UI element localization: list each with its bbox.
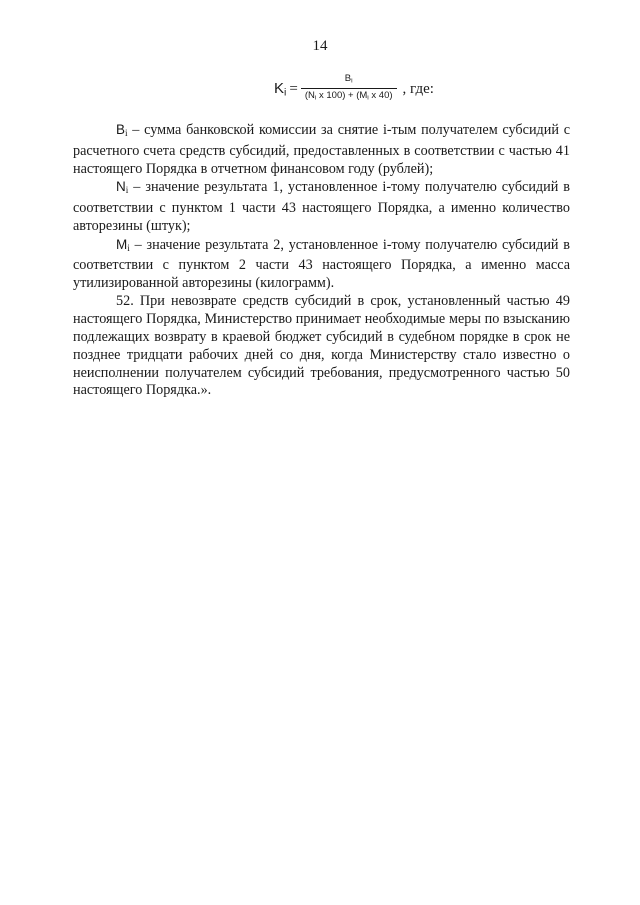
- definition-m: [73, 236, 570, 293]
- definition-b: [73, 121, 570, 178]
- formula-denominator: [301, 88, 397, 105]
- formula-numerator-symbol: B: [344, 73, 352, 85]
- definition-n-index: i: [125, 185, 129, 196]
- formula-lhs-index: i: [284, 86, 287, 99]
- formula-den-close: x 40): [368, 90, 393, 101]
- definition-m-symbol: M: [116, 236, 128, 252]
- definition-b-text: – сумма банковской комиссии за снятие i-тым получателем субсидий с расчетного счета средств субсидий, предоставленных в соответствии с частью 41 настоящего Порядка в отчетном финансовом году (рублей);: [73, 122, 570, 177]
- formula-den-mid: x 100) + (M: [316, 90, 368, 101]
- formula-den-open: (N: [304, 90, 315, 101]
- formula-fraction: [301, 73, 397, 104]
- paragraph-52: 52. При невозврате средств субсидий в срок, установленный частью 49 настоящего Порядка, Министерство принимает необходимые меры по взысканию подлежащих возврату в краевой бюджет субсидий в судебном порядке в срок не позднее тридцати рабочих дней со дня, когда Министерству стало известно о неисполнении получателем субсидий требования, предусмотренного частью 50 настоящего Порядка.».: [73, 293, 570, 399]
- definition-n-symbol: N: [116, 179, 126, 195]
- definition-b-index: i: [125, 127, 128, 138]
- formula-equals: =: [289, 80, 298, 97]
- document-body: [73, 121, 570, 400]
- definition-m-index: i: [127, 242, 130, 253]
- formula-numerator-index: i: [351, 78, 353, 85]
- formula-tail: , где:: [402, 80, 434, 97]
- formula-den-m-index: i: [367, 94, 369, 102]
- formula-lhs-symbol: K: [274, 79, 285, 97]
- formula: [274, 72, 434, 106]
- formula-lhs: [274, 80, 286, 99]
- definition-n: [73, 178, 570, 235]
- definition-n-text: – значение результата 1, установленное i-тому получателю субсидий в соответствии с пунктом 1 части 43 настоящего Порядка, а именно количество авторезины (штук);: [73, 179, 570, 234]
- formula-numerator: [341, 73, 357, 88]
- definition-b-symbol: B: [116, 122, 125, 137]
- definition-m-text: – значение результата 2, установленное i-тому получателю субсидий в соответствии с пунктом 2 части 43 настоящего Порядка, а именно масса утилизированной авторезины (килограмм).: [73, 236, 570, 292]
- page-number: 14: [312, 38, 328, 54]
- formula-den-n-index: i: [314, 94, 317, 102]
